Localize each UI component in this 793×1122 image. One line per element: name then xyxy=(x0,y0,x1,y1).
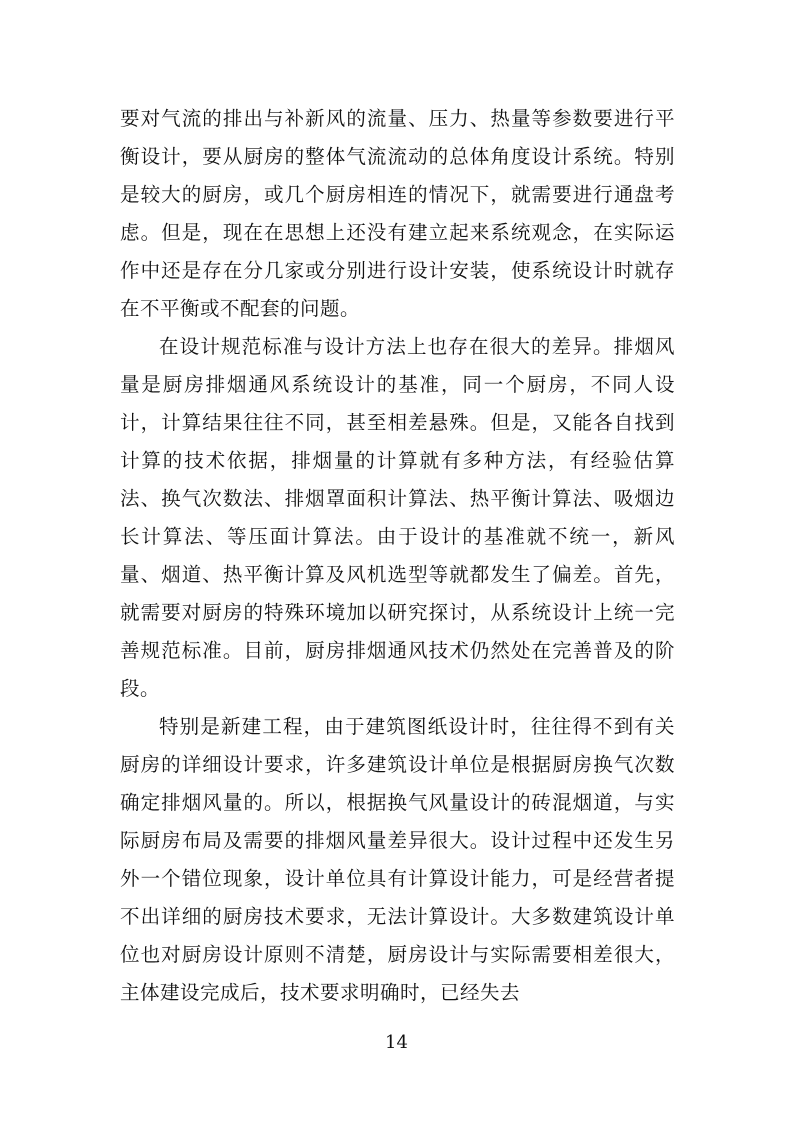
page-number: 14 xyxy=(385,1032,408,1053)
paragraph-3: 特别是新建工程，由于建筑图纸设计时，往往得不到有关厨房的详细设计要求，许多建筑设计单位是根据厨房换气次数确定排烟风量的。所以，根据换气风量设计的砖混烟道，与实际厨房布局及需要的排烟风量差异很大。设计过程中还发生另外一个错位现象，设计单位具有计算设计能力，可是经营者提不出详细的厨房技术要求，无法计算设计。大多数建筑设计单位也对厨房设计原则不清楚，厨房设计与实际需要相差很大，主体建设完成后，技术要求明确时，已经失去 xyxy=(120,715,675,1004)
paragraph-1: 要对气流的排出与补新风的流量、压力、热量等参数要进行平衡设计，要从厨房的整体气流流动的总体角度设计系统。特别是较大的厨房，或几个厨房相连的情况下，就需要进行通盘考虑。但是，现在在思想上还没有建立起来系统观念，在实际运作中还是存在分几家或分别进行设计安装，使系统设计时就存在不平衡或不配套的问题。 xyxy=(120,107,675,320)
paragraph-2: 在设计规范标准与设计方法上也存在很大的差异。排烟风量是厨房排烟通风系统设计的基准，同一个厨房，不同人设计，计算结果往往不同，甚至相差悬殊。但是，又能各自找到计算的技术依据，排烟量的计算就有多种方法，有经验估算法、换气次数法、排烟罩面积计算法、热平衡计算法、吸烟边长计算法、等压面计算法。由于设计的基准就不统一，新风量、烟道、热平衡计算及风机选型等就都发生了偏差。首先，就需要对厨房的特殊环境加以研究探讨，从系统设计上统一完善规范标准。目前，厨房排烟通风技术仍然处在完善普及的阶段。 xyxy=(120,335,675,700)
page-body xyxy=(120,100,675,1012)
